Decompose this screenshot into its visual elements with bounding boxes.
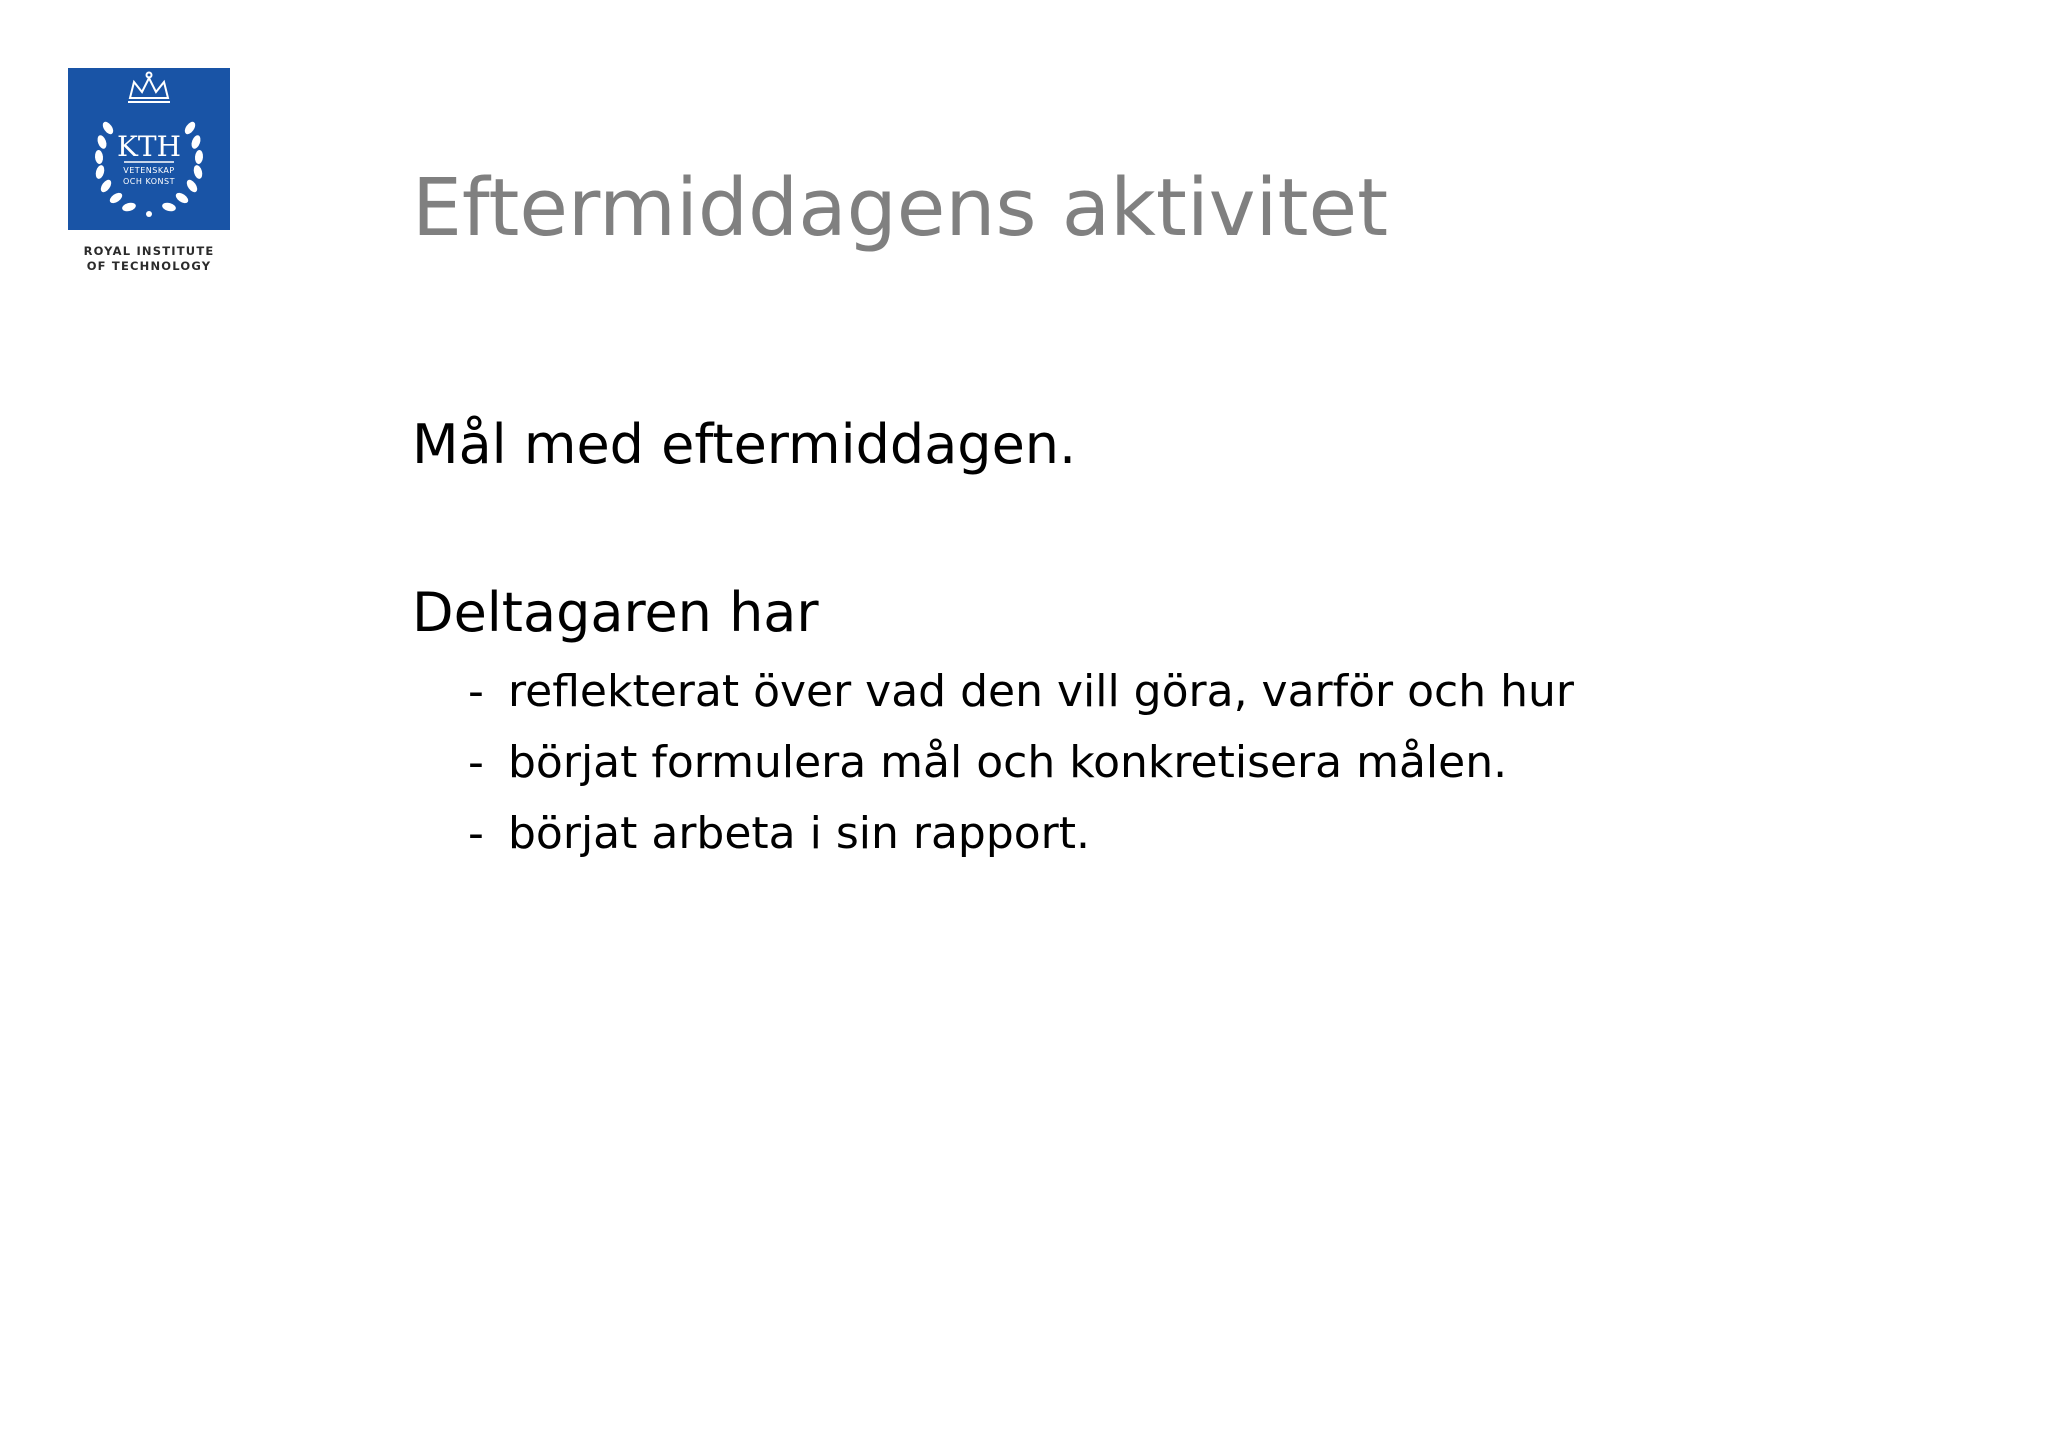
logo-caption-line2: OF TECHNOLOGY — [86, 259, 212, 273]
goal-heading: Mål med eftermiddagen. — [412, 413, 1077, 476]
slide-title: Eftermiddagens aktivitet — [412, 162, 1389, 254]
bullet-text: reflekterat över vad den vill göra, varför och hur — [508, 666, 1574, 717]
bullet-marker: - — [468, 666, 484, 717]
bullet-text: börjat formulera mål och konkretisera målen. — [508, 737, 1508, 788]
logo-caption-line1: ROYAL INSTITUTE — [83, 244, 215, 258]
bullet-list — [468, 656, 1574, 869]
bullet-item — [468, 798, 1574, 869]
logo-caption — [68, 244, 230, 274]
bullet-item — [468, 656, 1574, 727]
emblem-letters: KTH — [116, 130, 182, 163]
bullet-marker: - — [468, 737, 484, 788]
bullet-text: börjat arbeta i sin rapport. — [508, 808, 1091, 859]
intro-text: Deltagaren har — [412, 581, 819, 644]
kth-emblem-icon — [68, 68, 230, 230]
emblem-motto-line2: OCH KONST — [123, 177, 175, 186]
kth-logo — [68, 68, 230, 274]
bullet-item — [468, 727, 1574, 798]
bullet-marker: - — [468, 808, 484, 859]
emblem-motto-line1: VETENSKAP — [123, 166, 175, 175]
